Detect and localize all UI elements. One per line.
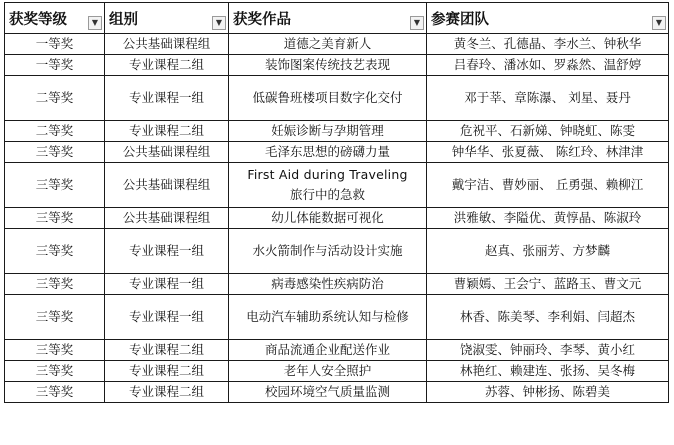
cell-team: 吕春玲、潘冰如、罗淼然、温舒婷 xyxy=(427,55,669,76)
cell-level: 三等奖 xyxy=(5,361,105,382)
header-level xyxy=(5,3,105,34)
header-group-label: 组别 xyxy=(109,10,138,28)
cell-work-chinese: 旅行中的急救 xyxy=(289,187,365,202)
cell-work: 毛泽东思想的磅礴力量 xyxy=(229,142,427,163)
cell-level: 二等奖 xyxy=(5,76,105,121)
cell-work xyxy=(229,163,427,208)
cell-level: 二等奖 xyxy=(5,121,105,142)
header-group xyxy=(105,3,229,34)
cell-level: 三等奖 xyxy=(5,340,105,361)
cell-work: 幼儿体能数据可视化 xyxy=(229,208,427,229)
cell-work: 水火箭制作与活动设计实施 xyxy=(229,229,427,274)
table-row xyxy=(5,340,669,361)
cell-group: 公共基础课程组 xyxy=(105,208,229,229)
cell-team: 赵真、张丽芳、方梦麟 xyxy=(427,229,669,274)
table-row xyxy=(5,121,669,142)
cell-group: 专业课程一组 xyxy=(105,229,229,274)
filter-dropdown-icon[interactable]: ▼ xyxy=(652,16,666,30)
table-row xyxy=(5,55,669,76)
cell-group: 专业课程一组 xyxy=(105,295,229,340)
table-row xyxy=(5,142,669,163)
table-row xyxy=(5,382,669,403)
cell-team: 林艳红、赖建连、张扬、吴冬梅 xyxy=(427,361,669,382)
filter-dropdown-icon[interactable]: ▼ xyxy=(410,16,424,30)
cell-level: 三等奖 xyxy=(5,274,105,295)
cell-group: 专业课程二组 xyxy=(105,382,229,403)
table-row xyxy=(5,34,669,55)
cell-team: 饶淑雯、钟丽玲、李琴、黄小红 xyxy=(427,340,669,361)
cell-team: 危祝平、石新娣、钟晓虹、陈雯 xyxy=(427,121,669,142)
cell-work: 校园环境空气质量监测 xyxy=(229,382,427,403)
header-work-label: 获奖作品 xyxy=(233,10,291,28)
cell-group: 专业课程二组 xyxy=(105,55,229,76)
table-row xyxy=(5,76,669,121)
cell-level: 一等奖 xyxy=(5,55,105,76)
header-work xyxy=(229,3,427,34)
table-row xyxy=(5,295,669,340)
cell-team: 苏蓉、钟彬扬、陈碧美 xyxy=(427,382,669,403)
cell-level: 三等奖 xyxy=(5,163,105,208)
cell-level: 三等奖 xyxy=(5,229,105,274)
cell-work: 老年人安全照护 xyxy=(229,361,427,382)
cell-work: 道德之美育新人 xyxy=(229,34,427,55)
table-row xyxy=(5,274,669,295)
header-team xyxy=(427,3,669,34)
cell-work-english: First Aid during Traveling xyxy=(247,167,408,182)
cell-group: 专业课程二组 xyxy=(105,361,229,382)
cell-team: 林香、陈美琴、李利娟、闫超杰 xyxy=(427,295,669,340)
cell-work: 低碳鲁班楼项目数字化交付 xyxy=(229,76,427,121)
cell-group: 公共基础课程组 xyxy=(105,34,229,55)
filter-dropdown-icon[interactable]: ▼ xyxy=(88,16,102,30)
table-row xyxy=(5,361,669,382)
filter-dropdown-icon[interactable]: ▼ xyxy=(212,16,226,30)
table-row xyxy=(5,163,669,208)
cell-group: 专业课程一组 xyxy=(105,76,229,121)
cell-team: 钟华华、张夏薇、 陈红玲、林津津 xyxy=(427,142,669,163)
cell-level: 三等奖 xyxy=(5,382,105,403)
cell-group: 公共基础课程组 xyxy=(105,142,229,163)
cell-team: 戴宇洁、曹妙丽、 丘勇强、赖柳江 xyxy=(427,163,669,208)
cell-level: 三等奖 xyxy=(5,208,105,229)
cell-team: 洪雅敏、李隘优、黄惇晶、陈淑玲 xyxy=(427,208,669,229)
cell-team: 邓于莘、章陈瀑、 刘星、聂丹 xyxy=(427,76,669,121)
awards-table xyxy=(4,2,669,403)
cell-work: 电动汽车辅助系统认知与检修 xyxy=(229,295,427,340)
table-row xyxy=(5,229,669,274)
cell-group: 专业课程一组 xyxy=(105,274,229,295)
cell-level: 一等奖 xyxy=(5,34,105,55)
cell-group: 专业课程二组 xyxy=(105,121,229,142)
header-team-label: 参赛团队 xyxy=(431,10,489,28)
cell-work: 商品流通企业配送作业 xyxy=(229,340,427,361)
table-row xyxy=(5,208,669,229)
cell-team: 曹颖嫣、王会宁、蓝路玉、曹文元 xyxy=(427,274,669,295)
cell-group: 专业课程二组 xyxy=(105,340,229,361)
cell-work: 妊娠诊断与孕期管理 xyxy=(229,121,427,142)
cell-work: 病毒感染性疾病防治 xyxy=(229,274,427,295)
header-level-label: 获奖等级 xyxy=(9,10,67,28)
cell-level: 三等奖 xyxy=(5,295,105,340)
cell-work: 装饰图案传统技艺表现 xyxy=(229,55,427,76)
cell-team: 黄冬兰、孔德晶、李水兰、钟秋华 xyxy=(427,34,669,55)
cell-group: 公共基础课程组 xyxy=(105,163,229,208)
cell-level: 三等奖 xyxy=(5,142,105,163)
header-row xyxy=(5,3,669,34)
